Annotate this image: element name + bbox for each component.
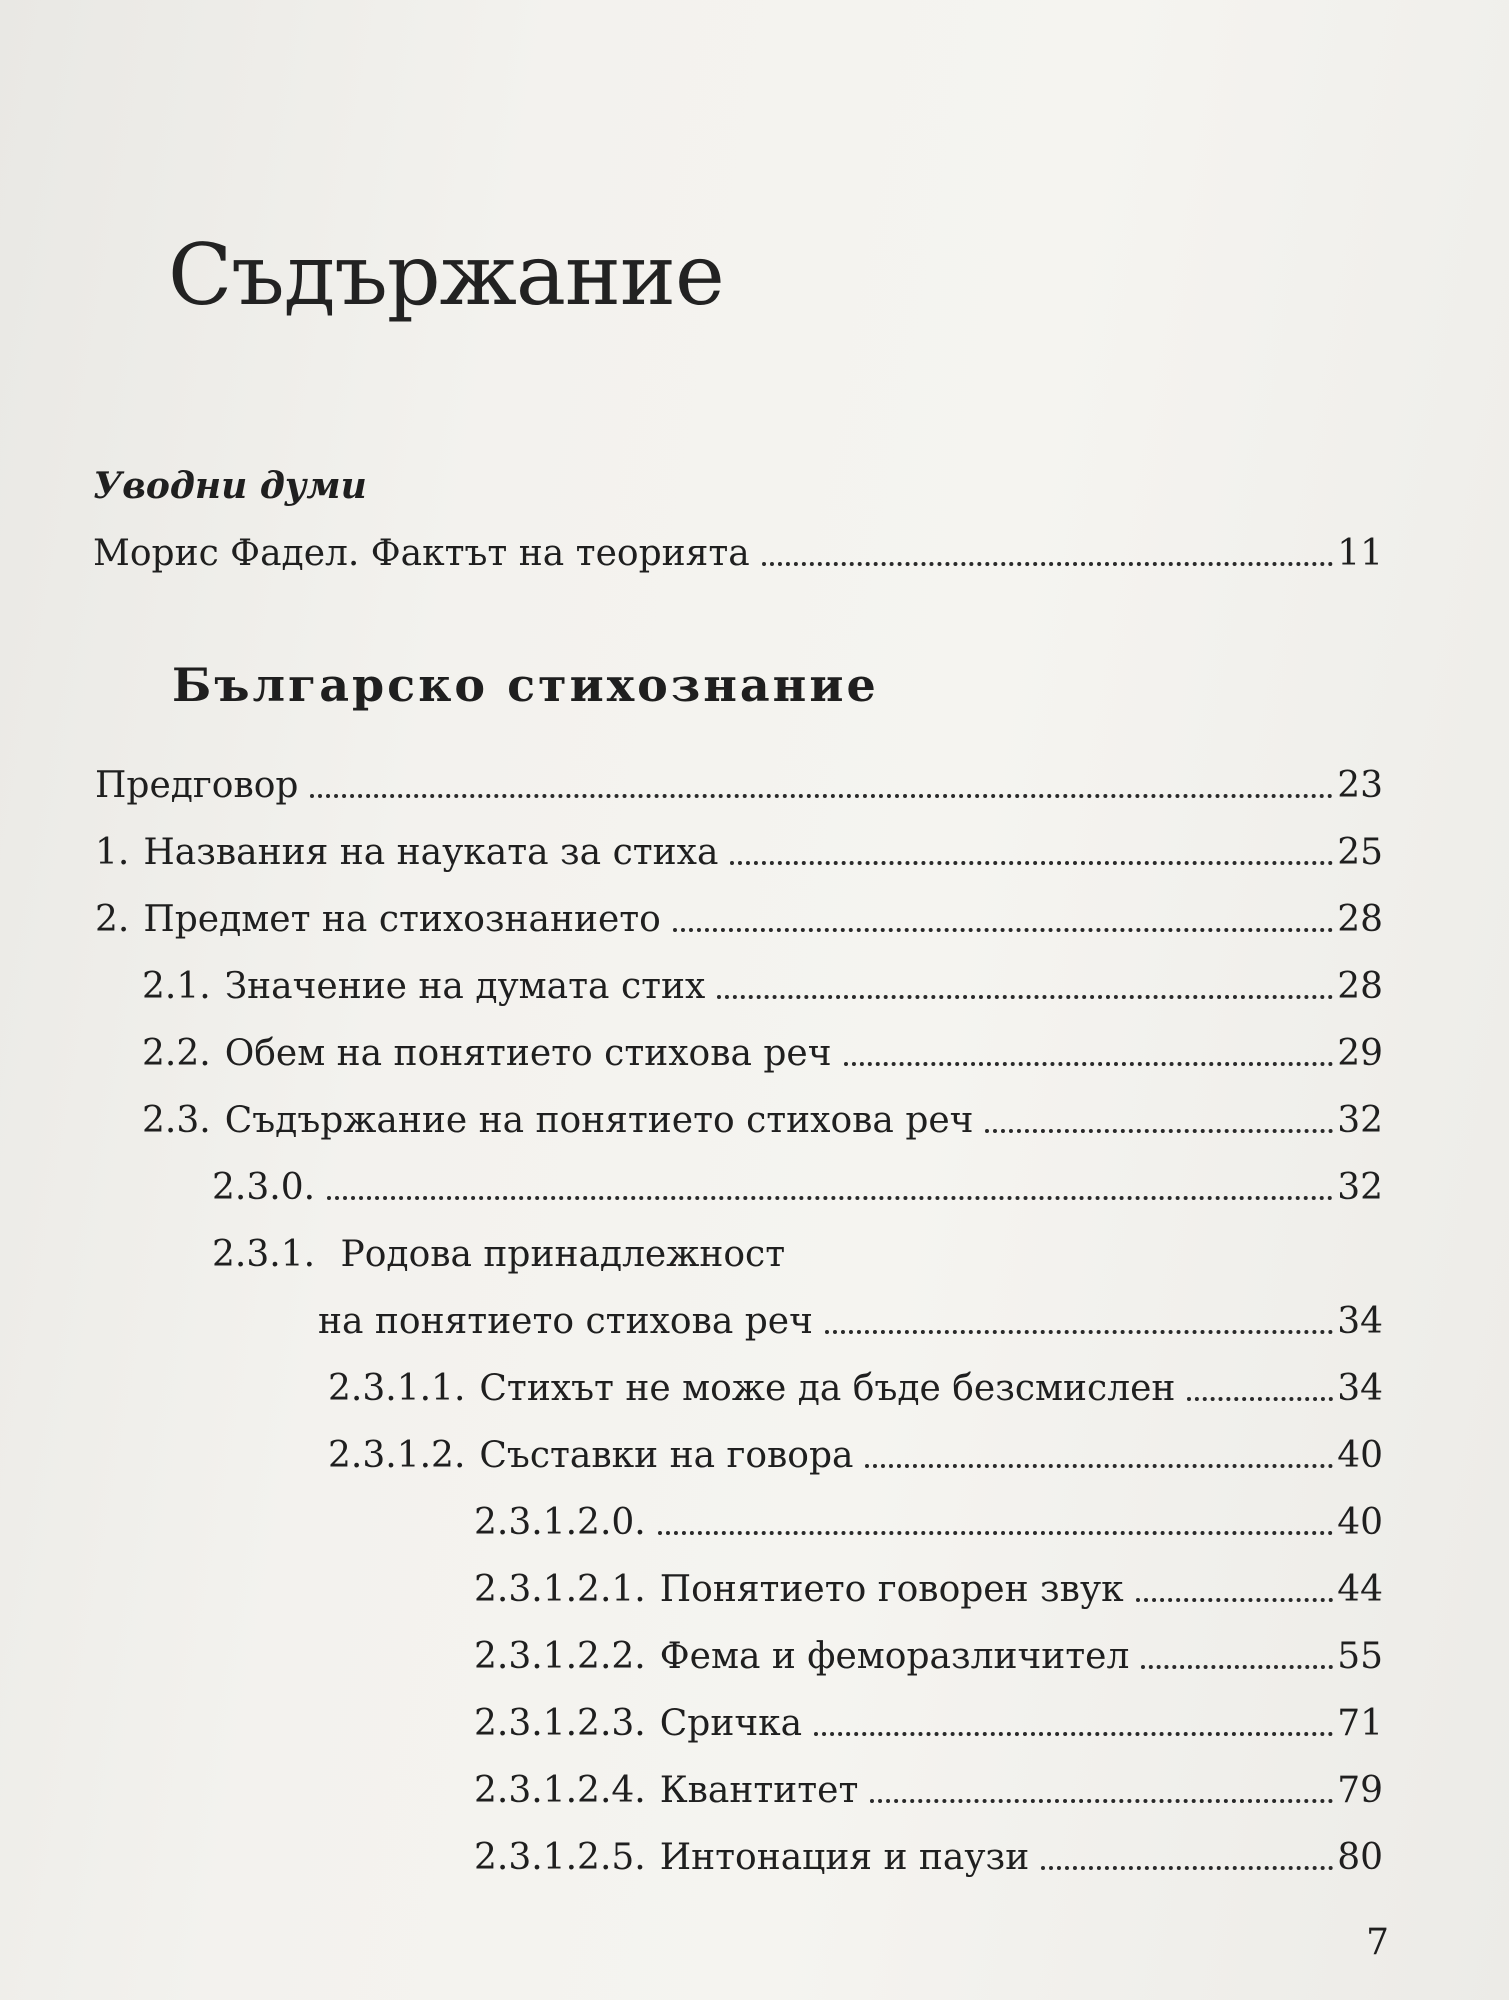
toc-entry	[474, 1633, 1383, 1681]
toc-entry-page: 40	[1337, 1502, 1383, 1543]
dot-leader	[825, 1330, 1333, 1334]
toc-entry-number: 2.3.1.2.0.	[474, 1502, 646, 1543]
page-number: 7	[1366, 1922, 1389, 1963]
toc-entry-text: Морис Фадел. Фактът на теорията	[93, 533, 750, 574]
toc-entry-page: 28	[1337, 899, 1383, 940]
toc-entry	[474, 1499, 1383, 1547]
dot-leader	[717, 995, 1333, 999]
toc-entry-page: 79	[1337, 1770, 1383, 1811]
toc-entry-page: 11	[1337, 533, 1383, 574]
dot-leader	[658, 1531, 1333, 1535]
dot-leader	[870, 1799, 1333, 1803]
dot-leader	[730, 861, 1333, 865]
toc-entry-page: 34	[1337, 1301, 1383, 1342]
toc-entry-number: 2.2.	[142, 1033, 211, 1074]
toc-entry-page: 32	[1337, 1100, 1383, 1141]
toc-entry-number: 2.3.1.	[212, 1234, 316, 1275]
toc-entry-page: 55	[1337, 1636, 1383, 1677]
toc-entry-text: Съдържание на понятието стихова реч	[224, 1100, 974, 1141]
toc-entry-first-line	[212, 1231, 785, 1279]
toc-entry-page: 23	[1337, 765, 1383, 806]
bleed-through-decoration	[320, 60, 1400, 82]
toc-entry-text: Квантитет	[659, 1770, 859, 1811]
dot-leader	[327, 1196, 1333, 1200]
toc-entry	[142, 1030, 1383, 1078]
dot-leader	[865, 1464, 1333, 1468]
toc-entry-intro	[93, 530, 1383, 578]
dot-leader	[310, 794, 1333, 798]
toc-entry-text: Понятието говорен звук	[659, 1569, 1124, 1610]
toc-entry-page: 44	[1337, 1569, 1383, 1610]
toc-entry-text: Интонация и паузи	[659, 1837, 1030, 1878]
dot-leader	[1136, 1598, 1334, 1602]
toc-entry-text: Сричка	[659, 1703, 803, 1744]
toc-entry-text: Предмет на стихознанието	[143, 899, 661, 940]
toc-entry-page: 34	[1337, 1368, 1383, 1409]
dot-leader	[673, 928, 1333, 932]
toc-entry-number: 2.3.1.2.1.	[474, 1569, 646, 1610]
toc-entry-number: 2.3.1.1.	[328, 1368, 466, 1409]
toc-entry	[474, 1700, 1383, 1748]
toc-entry-text: Стихът не може да бъде безсмислен	[479, 1368, 1176, 1409]
toc-entry	[142, 1097, 1383, 1145]
toc-entry-page: 28	[1337, 966, 1383, 1007]
toc-entry-text: Съставки на говора	[479, 1435, 854, 1476]
toc-entry-number: 2.3.1.2.3.	[474, 1703, 646, 1744]
toc-entry-number: 2.3.1.2.	[328, 1435, 466, 1476]
toc-entry	[328, 1432, 1383, 1480]
toc-entry	[95, 762, 1383, 810]
toc-entry-page: 29	[1337, 1033, 1383, 1074]
page-title: Съдържание	[168, 226, 724, 324]
toc-entry	[474, 1767, 1383, 1815]
toc-entry-text: Значение на думата стих	[224, 966, 706, 1007]
toc-entry-text-continued: на понятието стихова реч	[318, 1301, 813, 1342]
toc-entry-number: 2.	[95, 899, 130, 940]
toc-entry	[474, 1834, 1383, 1882]
toc-entry	[474, 1566, 1383, 1614]
section-title: Българско стихознание	[172, 658, 879, 712]
toc-entry-text: Предговор	[95, 765, 299, 806]
dot-leader	[844, 1062, 1334, 1066]
toc-entry-text: Фема и феморазличител	[659, 1636, 1130, 1677]
toc-entry	[212, 1164, 1383, 1212]
toc-entry-number: 2.1.	[142, 966, 211, 1007]
toc-entry	[328, 1365, 1383, 1413]
toc-entry-text: Обем на понятието стихова реч	[224, 1033, 832, 1074]
toc-entry-page: 71	[1337, 1703, 1383, 1744]
toc-entry-page: 25	[1337, 832, 1383, 873]
toc-entry	[95, 829, 1383, 877]
toc-entry	[318, 1298, 1383, 1346]
dot-leader	[1141, 1665, 1333, 1669]
toc-entry-number: 2.3.	[142, 1100, 211, 1141]
toc-entry-text: Родова принадлежност	[340, 1234, 786, 1275]
toc-entry	[95, 896, 1383, 944]
dot-leader	[1041, 1866, 1333, 1870]
dot-leader	[814, 1732, 1333, 1736]
dot-leader	[985, 1129, 1333, 1133]
dot-leader	[762, 562, 1333, 566]
intro-label: Уводни думи	[93, 465, 367, 507]
toc-entry-number: 2.3.1.2.2.	[474, 1636, 646, 1677]
toc-entry-number: 2.3.1.2.5.	[474, 1837, 646, 1878]
toc-entry-page: 32	[1337, 1167, 1383, 1208]
toc-entry-text: Названия на науката за стиха	[143, 832, 719, 873]
toc-entry-number: 2.3.1.2.4.	[474, 1770, 646, 1811]
toc-entry-page: 40	[1337, 1435, 1383, 1476]
dot-leader	[1187, 1397, 1333, 1401]
toc-entry-number: 1.	[95, 832, 130, 873]
toc-entry	[142, 963, 1383, 1011]
toc-entry-number: 2.3.0.	[212, 1167, 316, 1208]
toc-entry-page: 80	[1337, 1837, 1383, 1878]
